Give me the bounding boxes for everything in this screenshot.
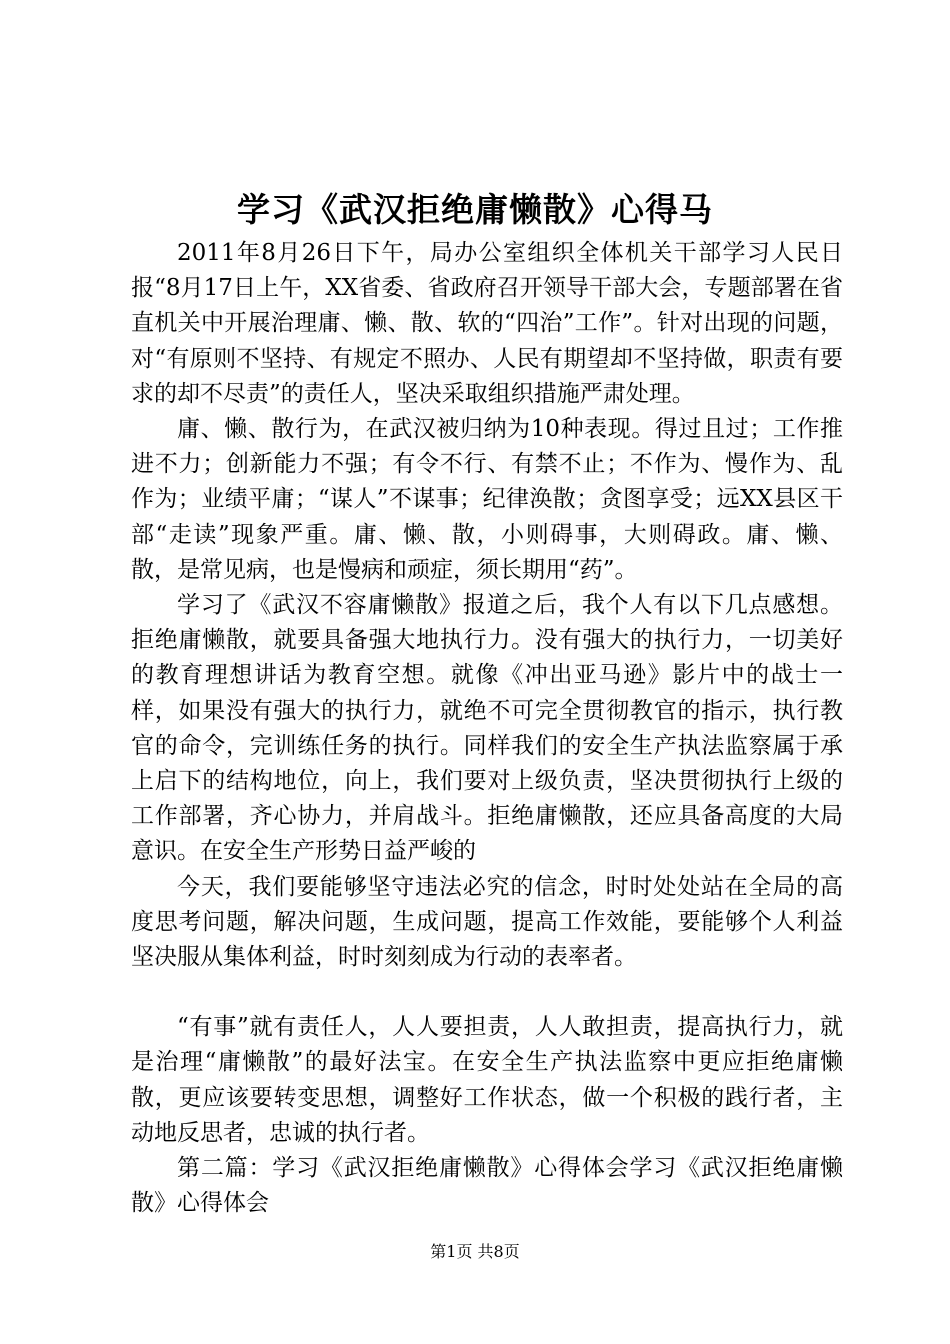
paragraph-3: 学习了《武汉不容庸懒散》报道之后，我个人有以下几点感想。拒绝庸懒散，就要具备强大地执行力。没有强大的执行力，一切美好的教育理想讲话为教育空想。就像《冲出亚马逊》影片中的战士一样，如果没有强大的执行力，就绝不可完全贯彻教官的指示，执行教官的命令，完训练任务的执行。同样我们的安全生产执法监察属于承上启下的结构地位，向上，我们要对上级负责，坚决贯彻执行上级的工作部署，齐心协力，并肩战斗。拒绝庸懒散，还应具备高度的大局意识。在安全生产形势日益严峻的 [131,592,843,865]
document-title: 学习《武汉拒绝庸懒散》心得马 [237,190,713,229]
page-footer: 第1页 共8页 [430,1242,520,1261]
paragraph-5: “有事”就有责任人，人人要担责，人人敢担责，提高执行力，就是治理“庸懒散”的最好法宝。在安全生产执法监察中更应拒绝庸懒散，更应该要转变思想，调整好工作状态，做一个积极的践行者，主动地反思者，忠诚的执行者。 [131,1014,843,1146]
paragraph-1: 2011年8月26日下午，局办公室组织全体机关干部学习人民日报“8月17日上午，XX省委、省政府召开领导干部大会，专题部署在省直机关中开展治理庸、懒、散、软的“四治”工作”。针对出现的问题，对“有原则不坚持、有规定不照办、人民有期望却不坚持做，职责有要求的却不尽责”的责任人，坚决采取组织措施严肃处理。 [131,240,843,407]
paragraph-4: 今天，我们要能够坚守违法必究的信念，时时处处站在全局的高度思考问题，解决问题，生成问题，提高工作效能，要能够个人利益坚决服从集体利益，时时刻刻成为行动的表率者。 [131,873,843,971]
paragraph-2: 庸、懒、散行为，在武汉被归纳为10种表现。得过且过；工作推进不力；创新能力不强；有令不行、有禁不止；不作为、慢作为、乱作为；业绩平庸；“谋人”不谋事；纪律涣散；贪图享受；远XX县区干部“走读”现象严重。庸、懒、散，小则碍事，大则碍政。庸、懒、散，是常见病，也是慢病和顽症，须长期用“药”。 [131,416,843,583]
document-body [131,236,843,1221]
paragraph-6: 第二篇：学习《武汉拒绝庸懒散》心得体会学习《武汉拒绝庸懒散》心得体会 [131,1155,843,1217]
